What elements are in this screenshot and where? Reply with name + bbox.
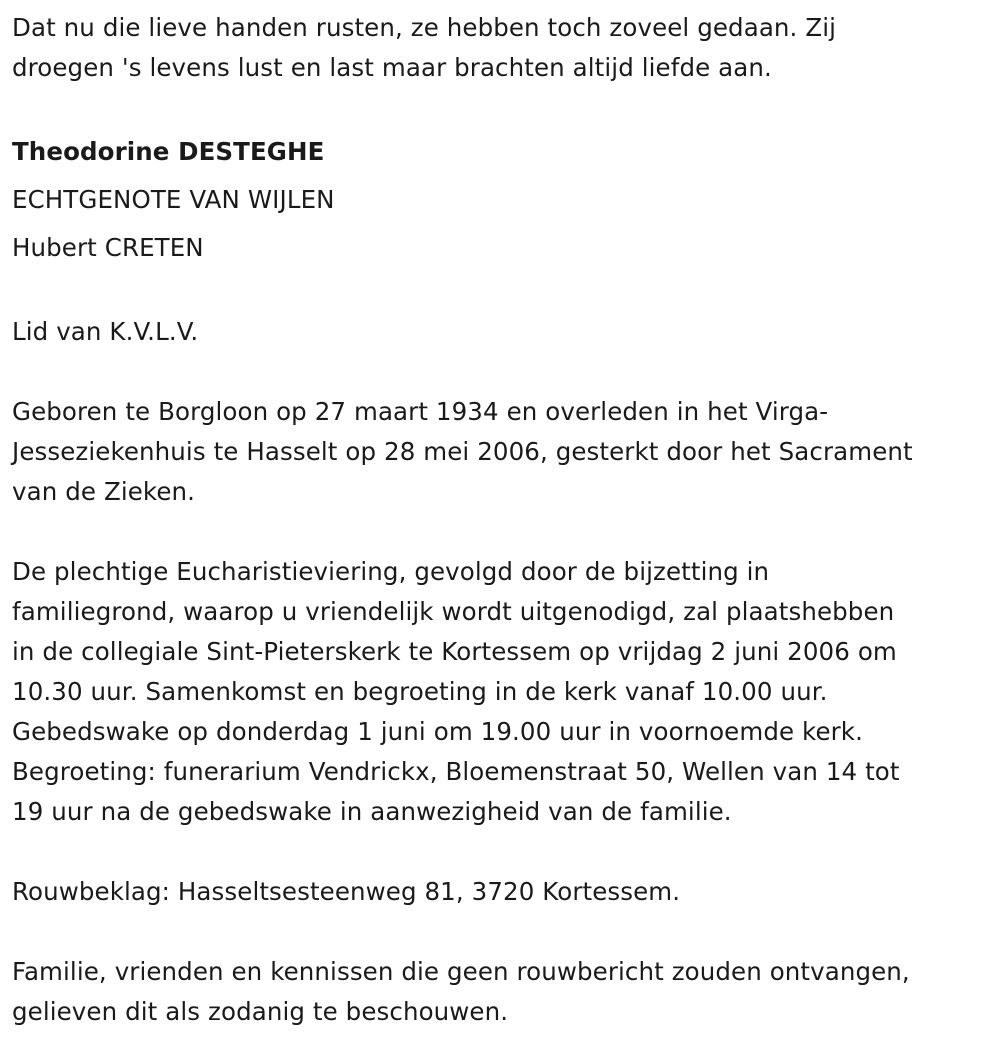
ceremony-line: De plechtige Eucharistieviering, gevolgd door de bijzetting in <box>12 557 770 586</box>
poem-line: droegen 's levens lust en last maar brachten altijd liefde aan. <box>12 53 772 82</box>
ceremony-block <box>12 552 988 832</box>
ceremony-line: Gebedswake op donderdag 1 juni om 19.00 uur in voornoemde kerk. <box>12 717 863 746</box>
closing-line: gelieven dit als zodanig te beschouwen. <box>12 997 509 1026</box>
relation-label: ECHTGENOTE VAN WIJLEN <box>12 185 335 214</box>
ceremony-line: familiegrond, waarop u vriendelijk wordt uitgenodigd, zal plaatshebben <box>12 597 895 626</box>
closing-block <box>12 952 988 1032</box>
ceremony-line: 10.30 uur. Samenkomst en begroeting in de kerk vanaf 10.00 uur. <box>12 677 828 706</box>
spouse-name: Hubert CRETEN <box>12 233 204 262</box>
birth-death-line: Geboren te Borgloon op 27 maart 1934 en overleden in het Virga- <box>12 397 829 426</box>
deceased-name: Theodorine DESTEGHE <box>12 137 325 166</box>
obituary-document <box>12 8 988 1032</box>
birth-death-line: van de Zieken. <box>12 477 196 506</box>
birth-death-block <box>12 392 988 512</box>
ceremony-line: 19 uur na de gebedswake in aanwezigheid van de familie. <box>12 797 732 826</box>
condolence-address: Rouwbeklag: Hasseltsesteenweg 81, 3720 Kortessem. <box>12 877 681 906</box>
poem-block <box>12 8 988 88</box>
closing-line: Familie, vrienden en kennissen die geen rouwbericht zouden ontvangen, <box>12 957 910 986</box>
birth-death-line: Jesseziekenhuis te Hasselt op 28 mei 2006, gesterkt door het Sacrament <box>12 437 913 466</box>
membership-block <box>12 312 988 352</box>
poem-line: Dat nu die lieve handen rusten, ze hebben toch zoveel gedaan. Zij <box>12 13 837 42</box>
condolence-block <box>12 872 988 912</box>
deceased-block <box>12 128 988 272</box>
membership-text: Lid van K.V.L.V. <box>12 317 199 346</box>
ceremony-line: Begroeting: funerarium Vendrickx, Bloemenstraat 50, Wellen van 14 tot <box>12 757 900 786</box>
ceremony-line: in de collegiale Sint-Pieterskerk te Kortessem op vrijdag 2 juni 2006 om <box>12 637 897 666</box>
